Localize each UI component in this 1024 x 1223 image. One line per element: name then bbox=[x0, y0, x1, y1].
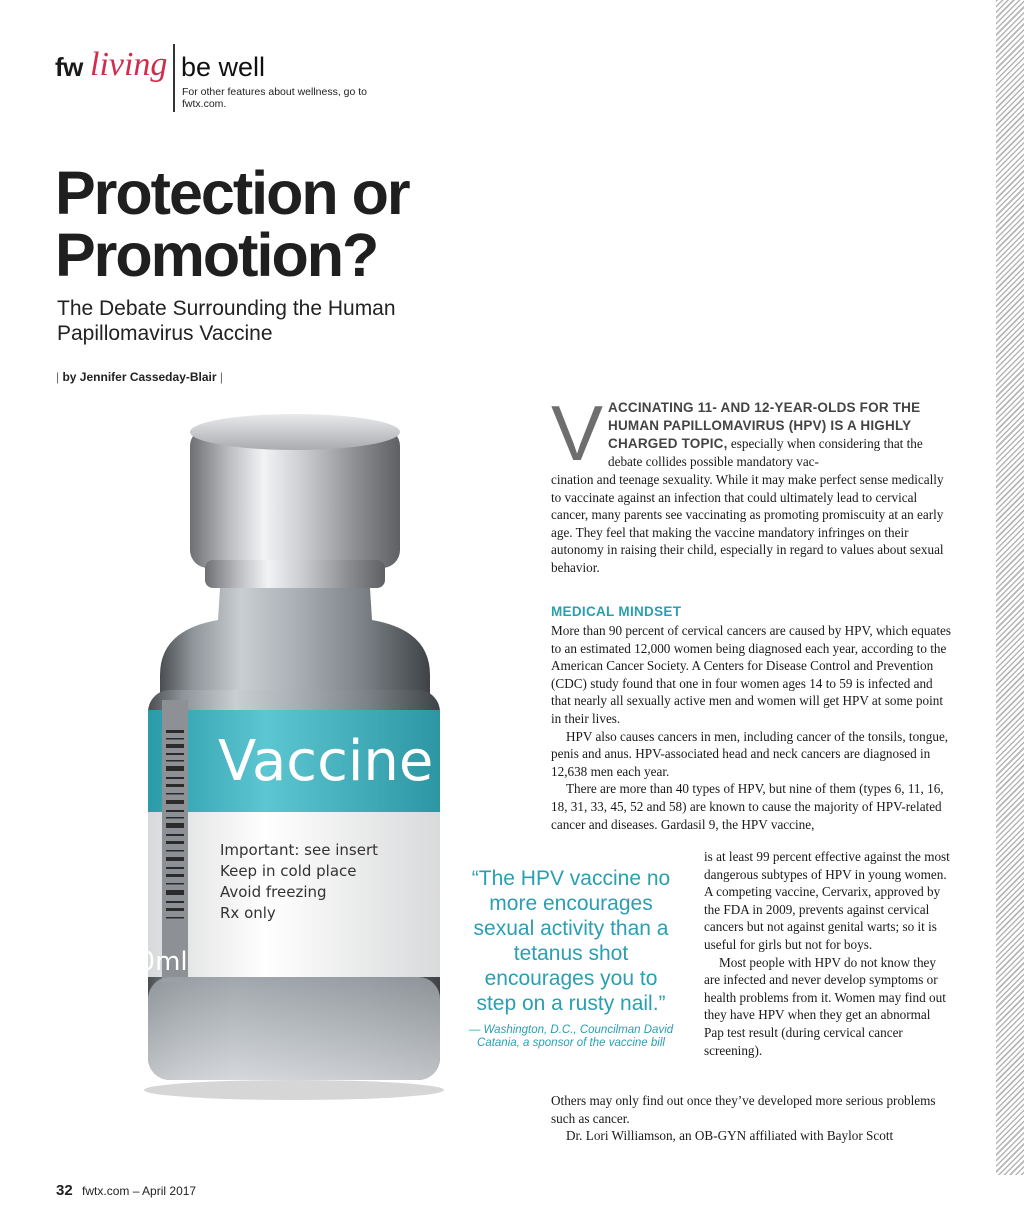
barcode bbox=[162, 700, 188, 982]
body-paragraph: More than 90 percent of cervical cancers are caused by HPV, which equates to an estimated 12,000 women being diagnosed each year, according to the American Cancer Society. A Centers for Disease Control and Prevention (CDC) study found that one in four women ages 14 to 59 is infected and that nearly all sexually active men and women will get HPV at some point in their lives. bbox=[551, 623, 951, 726]
vial-label-line-4: Rx only bbox=[220, 904, 276, 922]
vial-neck bbox=[160, 588, 430, 700]
lead-paragraph-rest: cination and teenage sexuality. While it may make perfect sense medically to vaccinate against an infection that could ultimately lead to cervical cancer, many parents see vaccinating as promoting promiscuity at an early age. They feel that making the vaccine mandatory infringes on their autonomy in raising their child, especially in regard to values about sexual behavior. bbox=[551, 472, 944, 575]
brand-suffix: living bbox=[90, 46, 168, 83]
vial-volume: 20ml bbox=[122, 947, 188, 977]
vaccine-vial-illustration bbox=[70, 400, 490, 1120]
drop-cap: V bbox=[551, 389, 604, 477]
vial-product-name: Vaccine bbox=[218, 729, 434, 794]
section-heading: MEDICAL MINDSET bbox=[551, 604, 682, 619]
section-note: For other features about wellness, go to fwtx.com. bbox=[182, 86, 368, 110]
body-paragraph: HPV also causes cancers in men, including cancer of the tonsils, tongue, penis and anus. HPV-associated head and neck cancers are diagnosed in 12,638 men each year. bbox=[551, 728, 949, 779]
body-column-upper bbox=[551, 622, 953, 833]
byline-author: by Jennifer Casseday-Blair bbox=[62, 370, 217, 384]
lead-paragraph-start bbox=[608, 399, 953, 471]
body-paragraph: There are more than 40 types of HPV, but nine of them (types 6, 11, 16, 18, 31, 33, 45, 52 and 58) are known to cause the majority of HPV-related cancer and diseases. Gardasil 9, the HPV vaccine, bbox=[551, 781, 944, 832]
vial-shadow bbox=[144, 1080, 444, 1100]
body-column-lower bbox=[551, 1092, 953, 1145]
vial-base bbox=[148, 977, 440, 1080]
vial-label-line-1: Important: see insert bbox=[220, 841, 378, 859]
brand-prefix: fw bbox=[55, 52, 83, 82]
body-paragraph: Most people with HPV do not know they are infected and never develop symptoms or health problems from it. Women may find out they have HPV when they get an abnormal Pap test result (during cervical cancer screening). bbox=[704, 954, 946, 1058]
publication-info: fwtx.com – April 2017 bbox=[82, 1184, 197, 1198]
byline-divider: | bbox=[219, 370, 224, 384]
page-number: 32 bbox=[56, 1182, 73, 1199]
byline-divider: | bbox=[56, 370, 60, 384]
section-header bbox=[55, 44, 385, 112]
vial-label-line-2: Keep in cold place bbox=[220, 862, 357, 880]
byline bbox=[56, 370, 223, 384]
header-divider bbox=[173, 44, 175, 112]
lead-in-caps: ACCINATING 11- AND 12-YEAR-OLDS FOR THE HUMAN PAPILLOMAVIRUS (HPV) IS A HIGHLY CHARGED TOPIC, bbox=[608, 400, 921, 451]
vial-cap bbox=[190, 414, 400, 588]
body-paragraph: is at least 99 percent effective against the most dangerous subtypes of HPV in young women. A competing vaccine, Cervarix, approved by the FDA in 2009, prevents against cervical cancers but not against genital warts; so it is useful for girls but not for boys. bbox=[704, 849, 950, 952]
title-line-1: Protection or bbox=[55, 159, 409, 227]
page-footer bbox=[56, 1182, 196, 1199]
body-column-narrow bbox=[704, 848, 952, 1059]
pull-quote-text: “The HPV vaccine no more encourages sexual activity than a tetanus shot encourages you to step on a rusty nail.” bbox=[471, 867, 671, 1015]
page-edge-pattern bbox=[996, 0, 1024, 1175]
title-line-2: Promotion? bbox=[55, 221, 378, 289]
article-subtitle: The Debate Surrounding the Human Papillomavirus Vaccine bbox=[57, 297, 396, 345]
body-paragraph: Others may only find out once they’ve developed more serious problems such as cancer. bbox=[551, 1093, 936, 1126]
pull-quote bbox=[462, 866, 680, 1050]
section-name: be well bbox=[181, 52, 266, 82]
body-paragraph: Dr. Lori Williamson, an OB-GYN affiliated with Baylor Scott bbox=[566, 1128, 894, 1144]
vial-label-line-3: Avoid freezing bbox=[220, 883, 327, 901]
pull-quote-attribution: — Washington, D.C., Councilman David Catania, a sponsor of the vaccine bill bbox=[468, 1024, 674, 1049]
article-title bbox=[55, 159, 525, 289]
lead-in-text: especially when considering that the debate collides possible mandatory vac- bbox=[608, 436, 923, 469]
